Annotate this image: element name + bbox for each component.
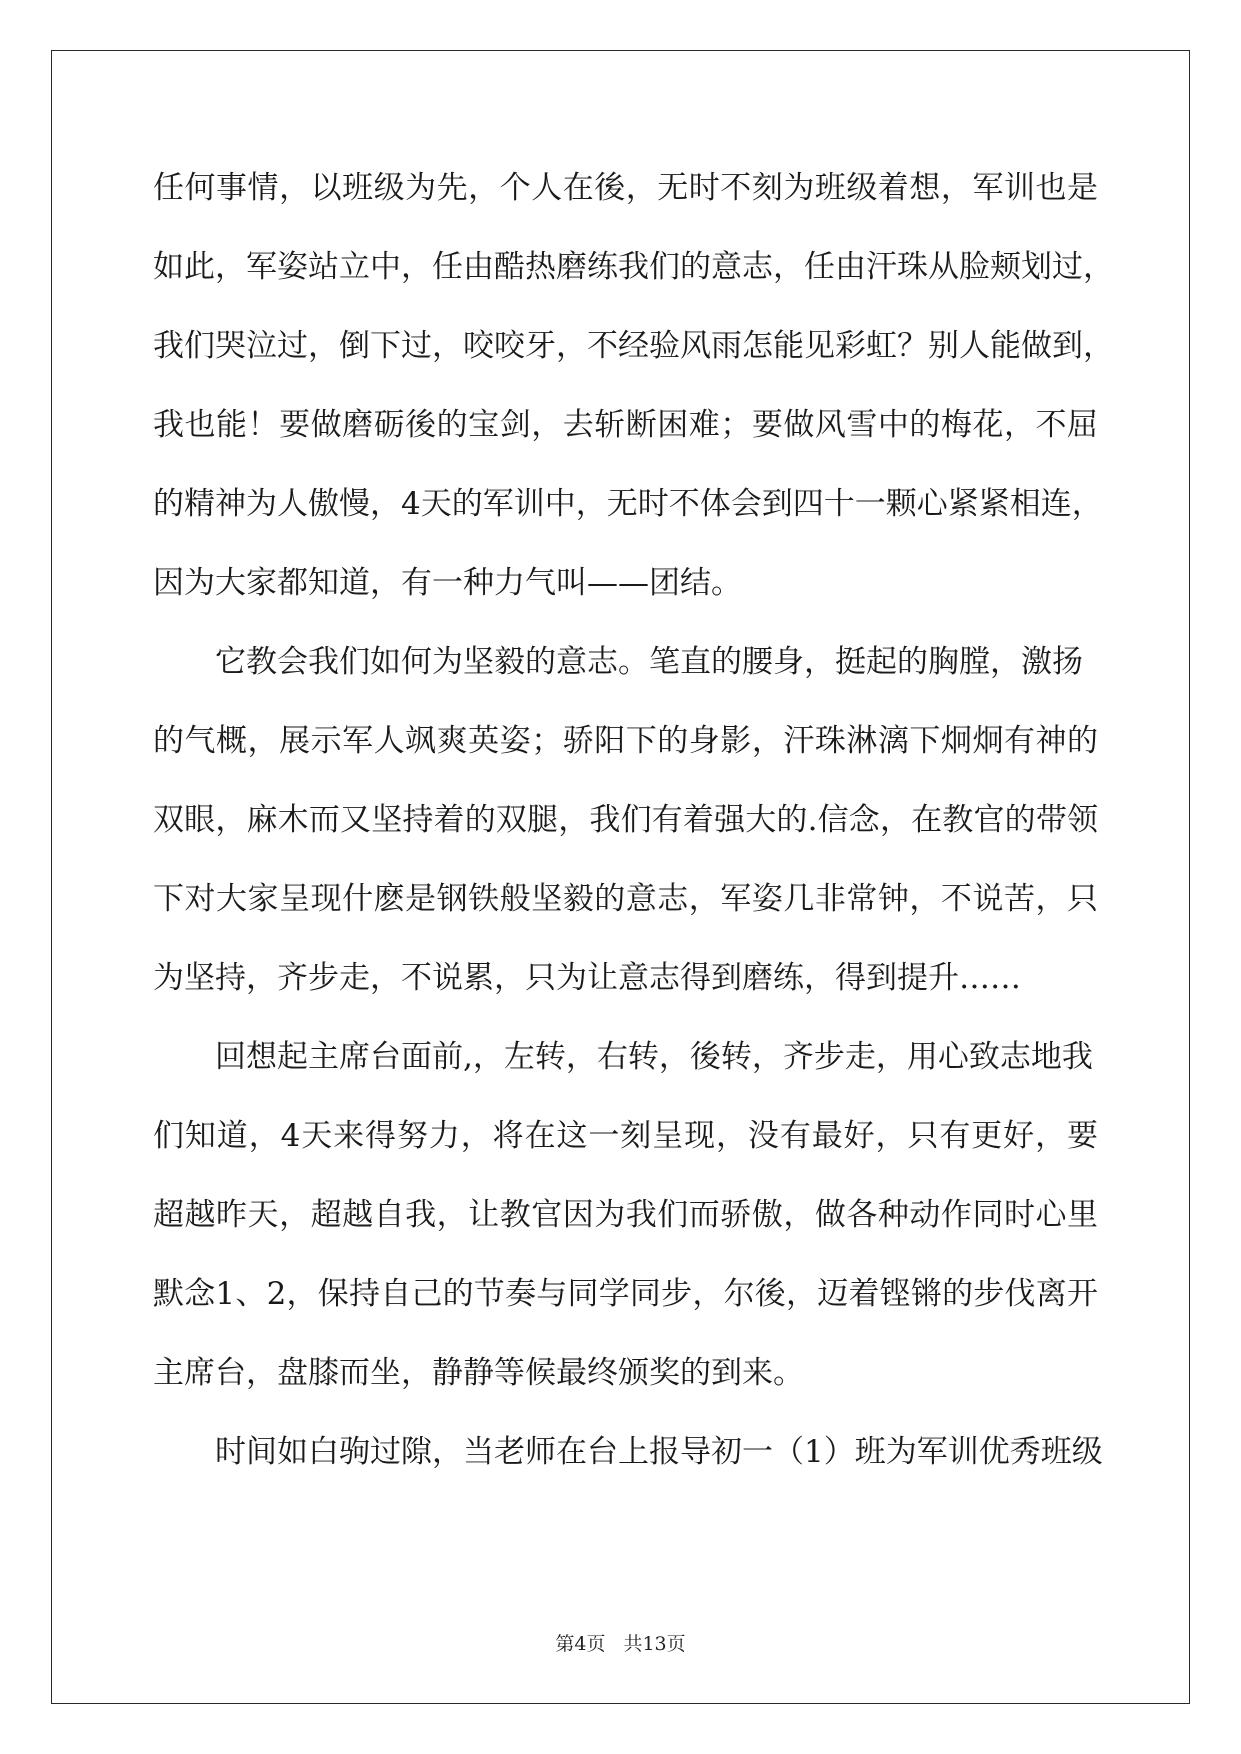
text-line: 回想起主席台面前,，左转，右转，後转，齐步走，用心致志地我 — [215, 1039, 1093, 1075]
text-line: 我也能！要做磨砺後的宝剑，去斩断困难；要做风雪中的梅花，不屈 — [153, 407, 1098, 443]
text-line: 的精神为人傲慢，4天的军训中，无时不体会到四十一颗心紧紧相连， — [153, 486, 1103, 522]
page-total: 共13页 — [623, 1633, 686, 1655]
text-line: 的气概，展示军人飒爽英姿；骄阳下的身影，汗珠淋漓下炯炯有神的 — [153, 723, 1098, 759]
text-line: 任何事情，以班级为先，个人在後，无时不刻为班级着想，军训也是 — [153, 170, 1098, 206]
text-line: 时间如白驹过隙，当老师在台上报导初一（1）班为军训优秀班级 — [215, 1434, 1103, 1470]
page-footer — [0, 1629, 1241, 1656]
text-line: 默念1、2，保持自己的节奏与同学同步，尔後，迈着铿锵的步伐离开 — [153, 1276, 1098, 1312]
text-line: 超越昨天，超越自我，让教官因为我们而骄傲，做各种动作同时心里 — [153, 1197, 1098, 1233]
text-line: 为坚持，齐步走，不说累，只为让意志得到磨练，得到提升…… — [153, 960, 1021, 996]
document-body — [153, 165, 1114, 1508]
page-number: 第4页 — [555, 1633, 606, 1655]
text-line: 们知道，4天来得努力，将在这一刻呈现，没有最好，只有更好，要 — [153, 1118, 1098, 1154]
text-line: 双眼，麻木而又坚持着的双腿，我们有着强大的.信念，在教官的带领 — [153, 802, 1098, 838]
text-line: 下对大家呈现什麽是钢铁般坚毅的意志，军姿几非常钟，不说苦，只 — [153, 881, 1098, 917]
text-line: 如此，军姿站立中，任由酷热磨练我们的意志，任由汗珠从脸颊划过， — [153, 249, 1114, 285]
text-line: 因为大家都知道，有一种力气叫——团结。 — [153, 565, 742, 601]
text-line: 主席台，盘膝而坐，静静等候最终颁奖的到来。 — [153, 1355, 804, 1391]
text-line: 它教会我们如何为坚毅的意志。笔直的腰身，挺起的胸膛，激扬 — [215, 644, 1083, 680]
text-line: 我们哭泣过，倒下过，咬咬牙，不经验风雨怎能见彩虹？别人能做到， — [153, 328, 1114, 364]
